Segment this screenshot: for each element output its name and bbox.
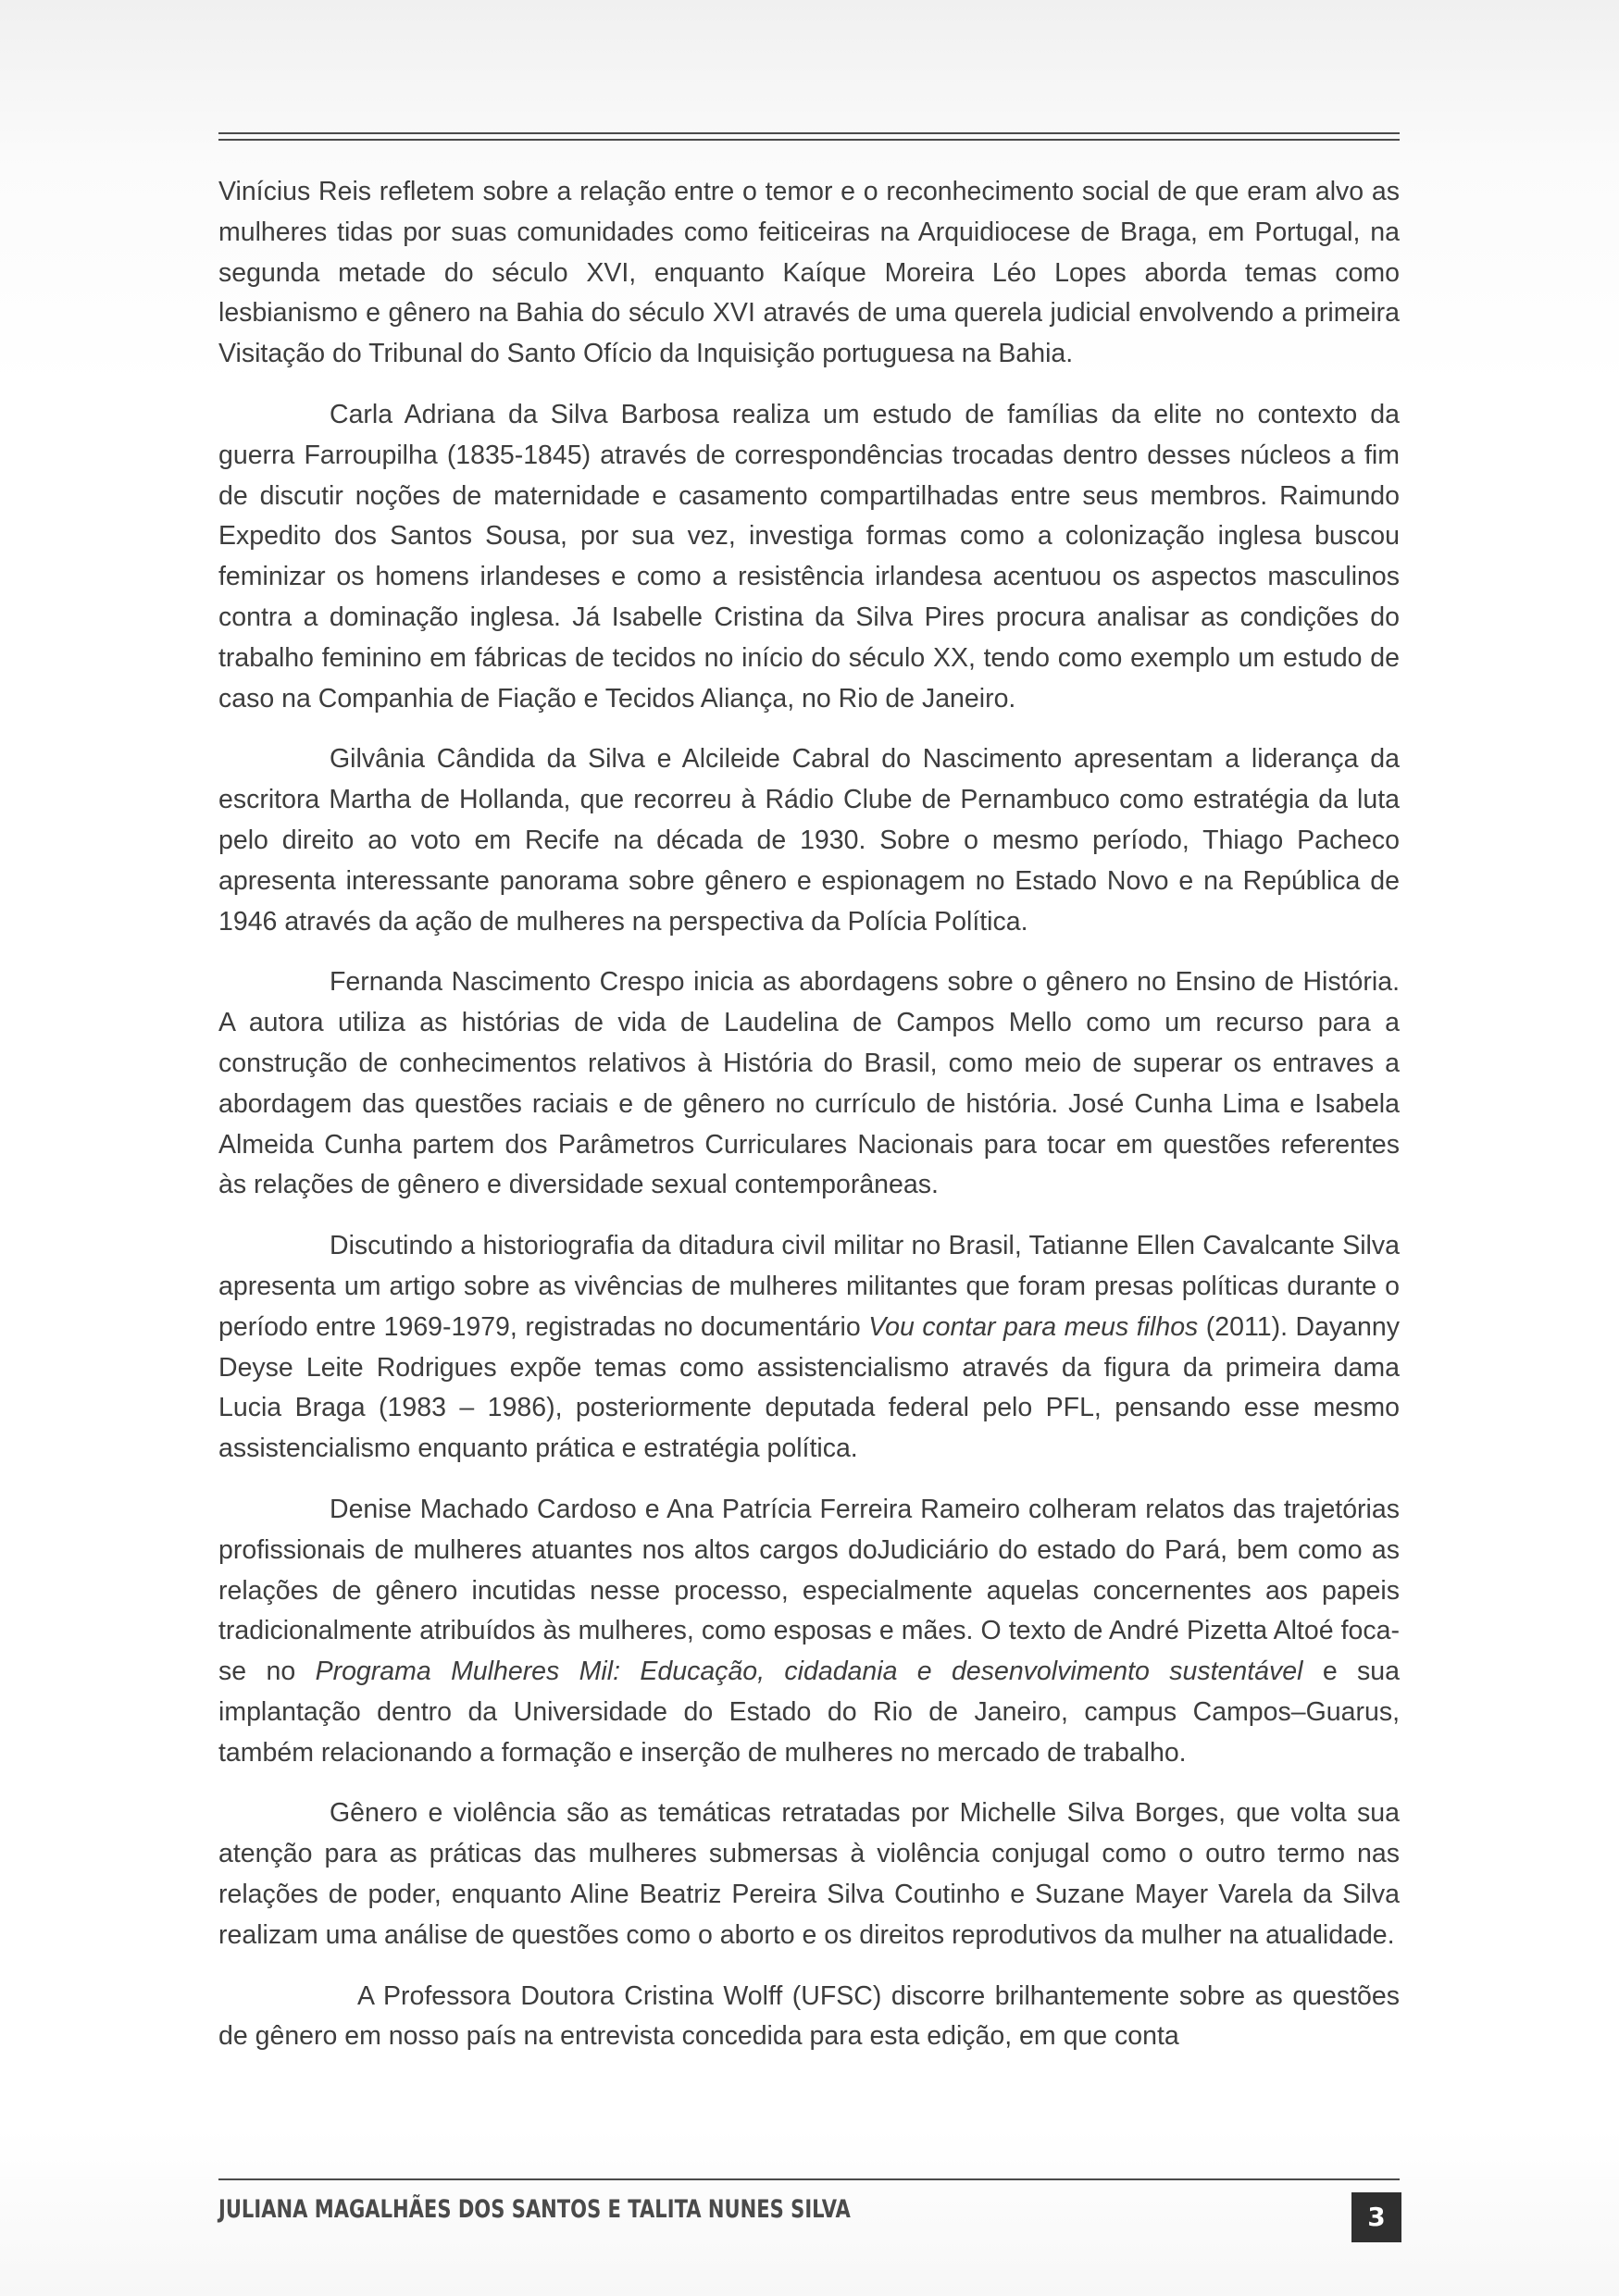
paragraph-2: [218, 395, 1400, 719]
paragraph-8: [218, 1977, 1400, 2058]
footer-authors: JULIANA MAGALHÃES DOS SANTOS E TALITA NUNES SILVA: [218, 2195, 851, 2224]
paragraph-text: Vinícius Reis refletem sobre a relação entre o temor e o reconhecimento social de que eram alvo as mulheres tidas por suas comunidades como feiticeiras na Arquidiocese de Braga, em Portugal, na segunda metade do século XVI, enquanto Kaíque Moreira Léo Lopes aborda temas como lesbianismo e gênero na Bahia do século XVI através de uma querela judicial envolvendo a primeira Visitação do Tribunal do Santo Ofício da Inquisição portuguesa na Bahia.: [218, 177, 1400, 369]
documentary-title: Vou contar para meus filhos: [868, 1311, 1199, 1342]
paragraph-7: [218, 1793, 1400, 1955]
paragraph-text: Carla Adriana da Silva Barbosa realiza um estudo de famílias da elite no contexto da guerra Farroupilha (1835-1845) através de correspondências trocadas dentro desses núcleos a fim de discutir noções de maternidade e casamento compartilhadas entre seus membros. Raimundo Expedito dos Santos Sousa, por sua vez, investiga formas como a colonização inglesa buscou feminizar os homens irlandeses e como a resistência irlandesa acentuou os aspectos masculinos contra a dominação inglesa. Já Isabelle Cristina da Silva Pires procura analisar as condições do trabalho feminino em fábricas de tecidos no início do século XX, tendo como exemplo um estudo de caso na Companhia de Fiação e Tecidos Aliança, no Rio de Janeiro.: [218, 399, 1400, 714]
article-body: [218, 172, 1400, 2078]
paragraph-text: e sua implantação dentro da Universidade do Estado do Rio de Janeiro, campus Campos–Guarus, também relacionando a formação e inserção de mulheres no mercado de trabalho.: [218, 1657, 1401, 1768]
paragraph-text: A Professora Doutora Cristina Wolff (UFSC) discorre brilhantemente sobre as questões de gênero em nosso país na entrevista concedida para esta edição, em que conta: [218, 1980, 1400, 2052]
paragraph-text: Discutindo a historiografia da ditadura civil militar no Brasil, Tatianne Ellen Cavalcante Silva apresenta um artigo sobre as vivências de mulheres militantes que foram presas políticas durante o período entre 1969-1979, registradas no documentário: [218, 1231, 1400, 1342]
paragraph-5: [218, 1226, 1400, 1470]
paragraph-text: Denise Machado Cardoso e Ana Patrícia Ferreira Rameiro colheram relatos das trajetórias profissionais de mulheres atuantes nos altos cargos doJudiciário do estado do Pará, bem como as relações de gênero incutidas nesse processo, especialmente aquelas concernentes aos papeis tradicionalmente atribuídos às mulheres, como esposas e mães. O texto de André Pizetta Altoé foca-se no: [218, 1494, 1400, 1687]
paragraph-4: [218, 962, 1400, 1206]
paragraph-text: Fernanda Nascimento Crespo inicia as abordagens sobre o gênero no Ensino de História. A autora utiliza as histórias de vida de Laudelina de Campos Mello como um recurso para a construção de conhecimentos relativos à História do Brasil, como meio de superar os entraves a abordagem das questões raciais e de gênero no currículo de história. José Cunha Lima e Isabela Almeida Cunha partem dos Parâmetros Curriculares Nacionais para tocar em questões referentes às relações de gênero e diversidade sexual contemporâneas.: [218, 967, 1400, 1200]
paragraph-6: [218, 1490, 1400, 1774]
paragraph-text: (2011). Dayanny Deyse Leite Rodrigues expõe temas como assistencialismo através da figura da primeira dama Lucia Braga (1983 – 1986), posteriormente deputada federal pelo PFL, pensando esse mesmo assistencialismo enquanto prática e estratégia política.: [218, 1311, 1400, 1464]
paragraph-1: [218, 172, 1400, 375]
page-number: 3: [1351, 2192, 1401, 2242]
header-double-rule: [218, 132, 1400, 141]
footer-rule: [218, 2178, 1400, 2180]
paragraph-3: [218, 739, 1400, 942]
program-title: Programa Mulheres Mil: Educação, cidadania e desenvolvimento sustentável: [315, 1657, 1303, 1687]
paragraph-text: Gênero e violência são as temáticas retratadas por Michelle Silva Borges, que volta sua atenção para as práticas das mulheres submersas à violência conjugal como o outro termo nas relações de poder, enquanto Aline Beatriz Pereira Silva Coutinho e Suzane Mayer Varela da Silva realizam uma análise de questões como o aborto e os direitos reprodutivos da mulher na atualidade.: [218, 1798, 1400, 1950]
paragraph-text: Gilvânia Cândida da Silva e Alcileide Cabral do Nascimento apresentam a liderança da escritora Martha de Hollanda, que recorreu à Rádio Clube de Pernambuco como estratégia da luta pelo direito ao voto em Recife na década de 1930. Sobre o mesmo período, Thiago Pacheco apresenta interessante panorama sobre gênero e espionagem no Estado Novo e na República de 1946 através da ação de mulheres na perspectiva da Polícia Política.: [218, 744, 1400, 937]
